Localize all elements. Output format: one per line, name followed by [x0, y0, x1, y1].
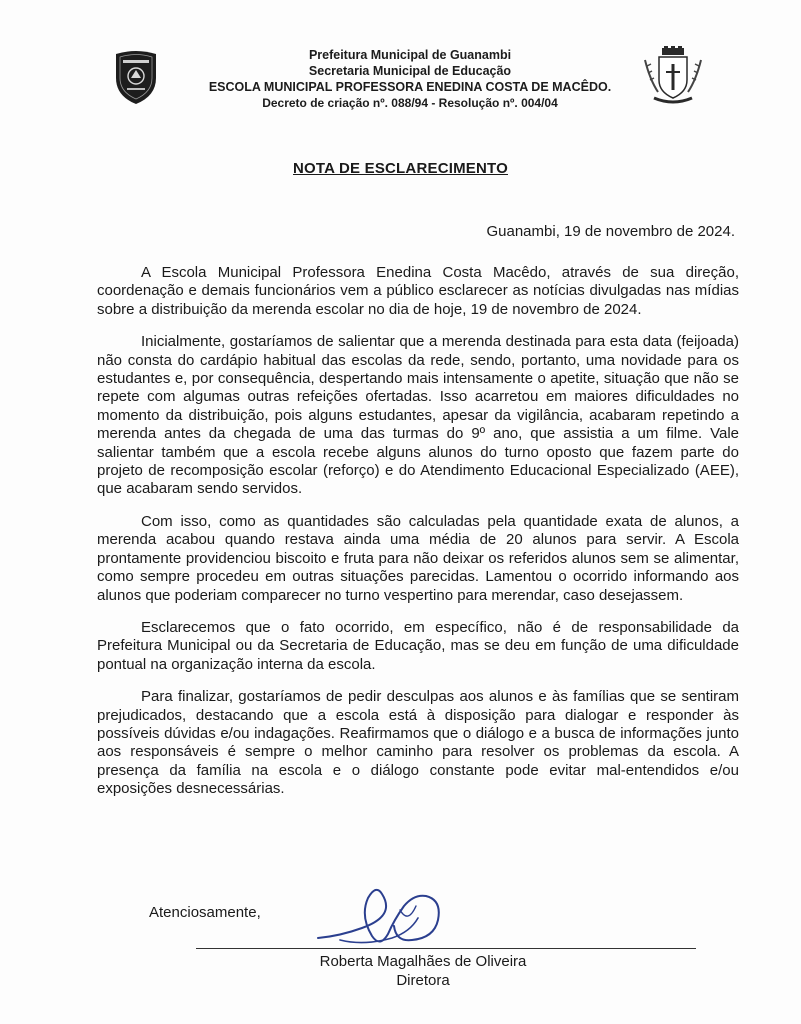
paragraph-context: Inicialmente, gostaríamos de salientar que a merenda destinada para esta data (feijoada) não consta do cardápio habitual das escolas da rede, sendo, portanto, uma novidade para os estudantes e, por consequência, despertando mais intensamente o apetite, situação que não se repete com algumas outras refeições ofertadas. Isso acarretou em maiores dificuldades no momento da distribuição, pois alguns estudantes, apesar da vigilância, acabaram repetindo a merenda antes da chegada de uma das turmas do 9º ano, que assistia a um filme. Vale salientar também que a escola recebe alguns alunos do turno oposto que fazem parte do projeto de recomposição escolar (reforço) e do Atendimento Educacional Especializado (AEE), que acabaram sendo servidos.: [97, 333, 739, 498]
paragraph-conclusion: Para finalizar, gostaríamos de pedir desculpas aos alunos e às famílias que se sentiram prejudicados, destacando que a escola está à disposição para dialogar e responder às possíveis dúvidas e/ou indagações. Reafirmamos que o diálogo e a busca de informações junto aos responsáveis é sempre o melhor caminho para resolver os problemas da escola. A presença da família na escola e o diálogo constante pode evitar mal-entendidos e/ou exposições desnecessárias.: [97, 688, 739, 798]
letterhead-school-name: ESCOLA MUNICIPAL PROFESSORA ENEDINA COSTA DE MACÊDO.: [208, 80, 612, 94]
municipal-coat-of-arms-icon: [642, 46, 704, 106]
signature-line: [196, 948, 696, 949]
signatory-role-block: [0, 972, 801, 989]
letterhead-decree: Decreto de criação nº. 088/94 - Resolução nº. 004/04: [262, 96, 558, 110]
closing-salutation: Atenciosamente,: [149, 904, 261, 921]
letterhead-municipality: Prefeitura Municipal de Guanambi: [308, 48, 512, 62]
document-body: [97, 264, 739, 813]
signatory-block: [0, 953, 801, 970]
signatory-name: Roberta Magalhães de Oliveira: [319, 953, 527, 970]
document-title: NOTA DE ESCLARECIMENTO: [293, 160, 508, 177]
paragraph-responsibility: Esclarecemos que o fato ocorrido, em específico, não é de responsabilidade da Prefeitura Municipal ou da Secretaria de Educação, mas se deu em função de uma dificuldade pontual na organização interna da escola.: [97, 618, 739, 673]
document-date: Guanambi, 19 de novembro de 2024.: [486, 223, 735, 240]
letterhead-secretariat: Secretaria Municipal de Educação: [308, 64, 512, 78]
paragraph-consequence: Com isso, como as quantidades são calculadas pela quantidade exata de alunos, a merenda acabou quando restava ainda uma média de 20 alunos para servir. A Escola prontamente providenciou biscoito e fruta para não deixar os referidos alunos sem se alimentar, como sempre procedeu em outras situações parecidas. Lamentou o ocorrido informando aos alunos que poderiam comparecer no turno vespertino para merendar, caso desejassem.: [97, 512, 739, 604]
letterhead: [190, 47, 630, 111]
signatory-role: Diretora: [396, 972, 450, 989]
paragraph-intro: A Escola Municipal Professora Enedina Costa Macêdo, através de sua direção, coordenação e demais funcionários vem a público esclarecer as notícias divulgadas nas mídias sobre a distribuição da merenda escolar no dia de hoje, 19 de novembro de 2024.: [97, 264, 739, 318]
school-crest-icon: [112, 48, 160, 106]
